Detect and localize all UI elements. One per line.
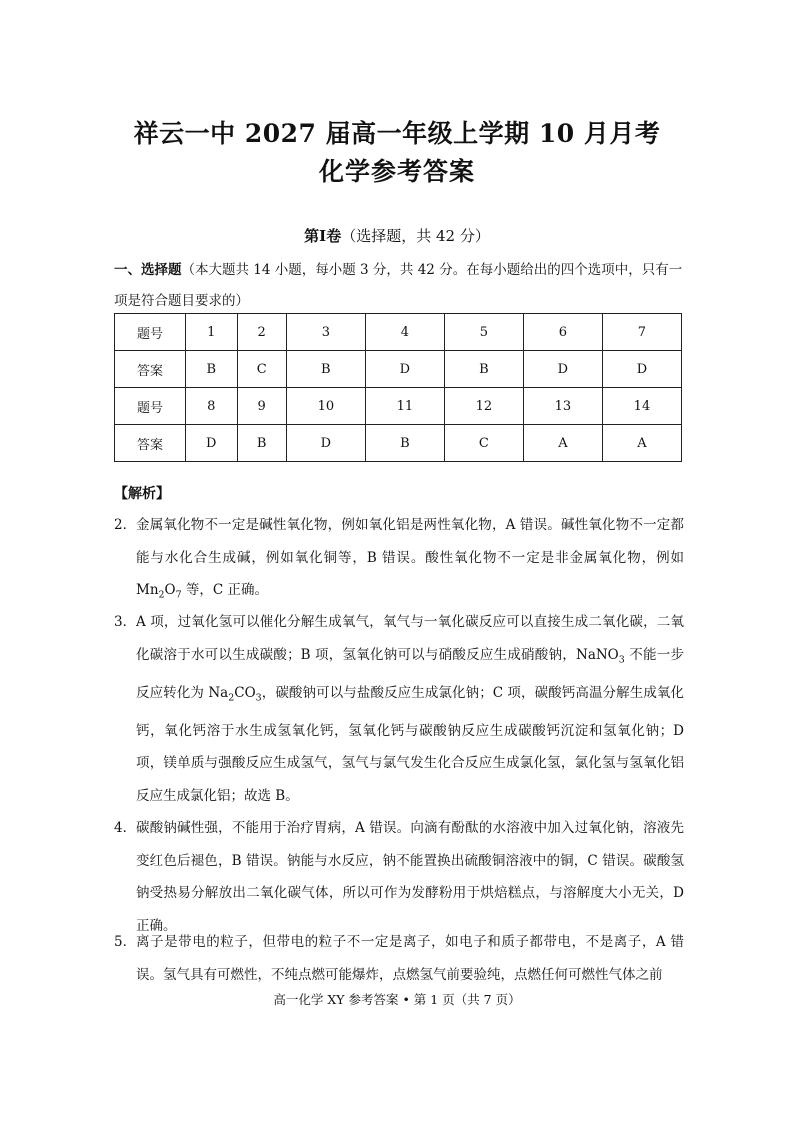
section-title-rest: （选择题，共 42 分） (341, 227, 490, 245)
answer-cell: D (365, 351, 444, 388)
row-label: 答案 (115, 351, 186, 388)
instructions-heading: 一、选择题 (114, 262, 182, 278)
answer-table (114, 313, 682, 462)
question-number: 8 (186, 388, 238, 425)
answer-cell: C (237, 351, 286, 388)
row-label: 题号 (115, 314, 186, 351)
formula-part: Na (208, 684, 229, 701)
question-number: 14 (602, 388, 681, 425)
question-number: 5 (444, 314, 523, 351)
explanation-item-2 (114, 509, 684, 612)
question-number: 6 (523, 314, 602, 351)
answer-cell: B (444, 351, 523, 388)
item-number: 4． (114, 820, 137, 836)
formula-subscript: 3 (255, 692, 262, 704)
question-number: 3 (286, 314, 365, 351)
item-text: 离子是带电的粒子，但带电的粒子不一定是离子，如电子和质子都带电，不是离子，A 错误。氢气具有可燃性，不纯点燃可能爆炸，点燃氢气前要验纯，点燃任何可燃性气体之前 (136, 934, 684, 983)
chemical-formula (136, 582, 182, 601)
text-segment: 不能一步反应转化为 (136, 646, 684, 701)
item-text: 碳酸钠碱性强，不能用于治疗胃病，A 错误。向滴有酚酞的水溶液中加入过氧化钠，溶液先变红色后褪色，B 错误。钠能与水反应，钠不能置换出硫酸铜溶液中的铜，C 错误。碳酸氢钠受热易分解放出二氧化碳气体，所以可作为发酵粉用于烘焙糕点，与溶解度大小无关，D 正确。 (136, 820, 684, 934)
answer-cell: B (365, 425, 444, 462)
row-label: 答案 (115, 425, 186, 462)
table-row (115, 388, 682, 425)
answer-cell: D (602, 351, 681, 388)
answer-cell: D (286, 425, 365, 462)
formula-part: CO (234, 684, 256, 701)
text-segment: ，碳酸钠可以与盐酸反应生成氯化钠；C 项，碳酸钙高温分解生成氧化钙，氧化钙溶于水生成氢氧化钙，氢氧化钙与碳酸钠反应生成碳酸钙沉淀和氢氧化钠；D 项，镁单质与强酸反应生成氢气，氢气与氯气发生化合反应生成氯化氢，氯化氢与氢氧化铝反应生成氯化铝；故选 B。 (136, 684, 684, 804)
page-footer: 高一化学 XY 参考答案 • 第 1 页（共 7 页） (273, 992, 521, 1007)
question-number: 9 (237, 388, 286, 425)
answer-cell: A (602, 425, 681, 462)
answer-cell: D (186, 425, 238, 462)
document-subtitle: 化学参考答案 (318, 157, 475, 186)
text-segment: 金属氧化物不一定是碱性氧化物，例如氧化铝是两性氧化物，A 错误。碱性氧化物不一定都能与水化合生成碱，例如氧化铜等，B 错误。酸性氧化物不一定是非金属氧化物，例如 (136, 517, 684, 566)
formula-subscript: 7 (175, 589, 182, 601)
chemical-formula (576, 646, 625, 666)
chemical-formula (208, 684, 262, 704)
table-row (115, 351, 682, 388)
formula-subscript: 3 (618, 654, 625, 666)
explanation-item-4 (114, 812, 684, 942)
question-number: 2 (237, 314, 286, 351)
instructions-text: （本大题共 14 小题，每小题 3 分，共 42 分。在每小题给出的四个选项中，只有一项是符合题目要求的） (114, 262, 683, 309)
table-row (115, 425, 682, 462)
section-title-bold: 第Ⅰ卷 (304, 227, 342, 245)
question-number: 1 (186, 314, 238, 351)
question-instructions (114, 255, 686, 317)
question-number: 4 (365, 314, 444, 351)
answer-cell: B (237, 425, 286, 462)
item-number: 2． (114, 517, 137, 533)
item-text (136, 606, 684, 812)
answer-cell: D (523, 351, 602, 388)
answer-cell: B (286, 351, 365, 388)
formula-part: NaNO (576, 646, 619, 663)
answer-cell: C (444, 425, 523, 462)
formula-subscript: 2 (228, 692, 235, 704)
formula-subscript: 2 (158, 589, 165, 601)
row-label: 题号 (115, 388, 186, 425)
question-number: 10 (286, 388, 365, 425)
explanation-item-3 (114, 606, 684, 812)
explanation-item-5 (114, 926, 684, 991)
formula-part: O (164, 582, 176, 598)
document-title: 祥云一中 2027 届高一年级上学期 10 月月考 (133, 119, 661, 148)
answer-cell: A (523, 425, 602, 462)
item-number: 3． (114, 614, 137, 630)
table-row (115, 314, 682, 351)
answer-cell: B (186, 351, 238, 388)
question-number: 13 (523, 388, 602, 425)
question-number: 7 (602, 314, 681, 351)
question-number: 11 (365, 388, 444, 425)
text-segment: 等，C 正确。 (181, 582, 269, 598)
item-text (136, 509, 684, 612)
text-segment: A 项，过氧化氢可以催化分解生成氧气，氧气与一氧化碳反应可以直接生成二氧化碳，二氧化碳溶于水可以生成碳酸；B 项，氢氧化钠可以与硝酸反应生成硝酸钠， (136, 614, 684, 663)
question-number: 12 (444, 388, 523, 425)
formula-part: Mn (136, 582, 159, 598)
section-title (0, 225, 794, 246)
explanation-heading: 【解析】 (114, 486, 170, 502)
item-number: 5． (114, 934, 137, 950)
